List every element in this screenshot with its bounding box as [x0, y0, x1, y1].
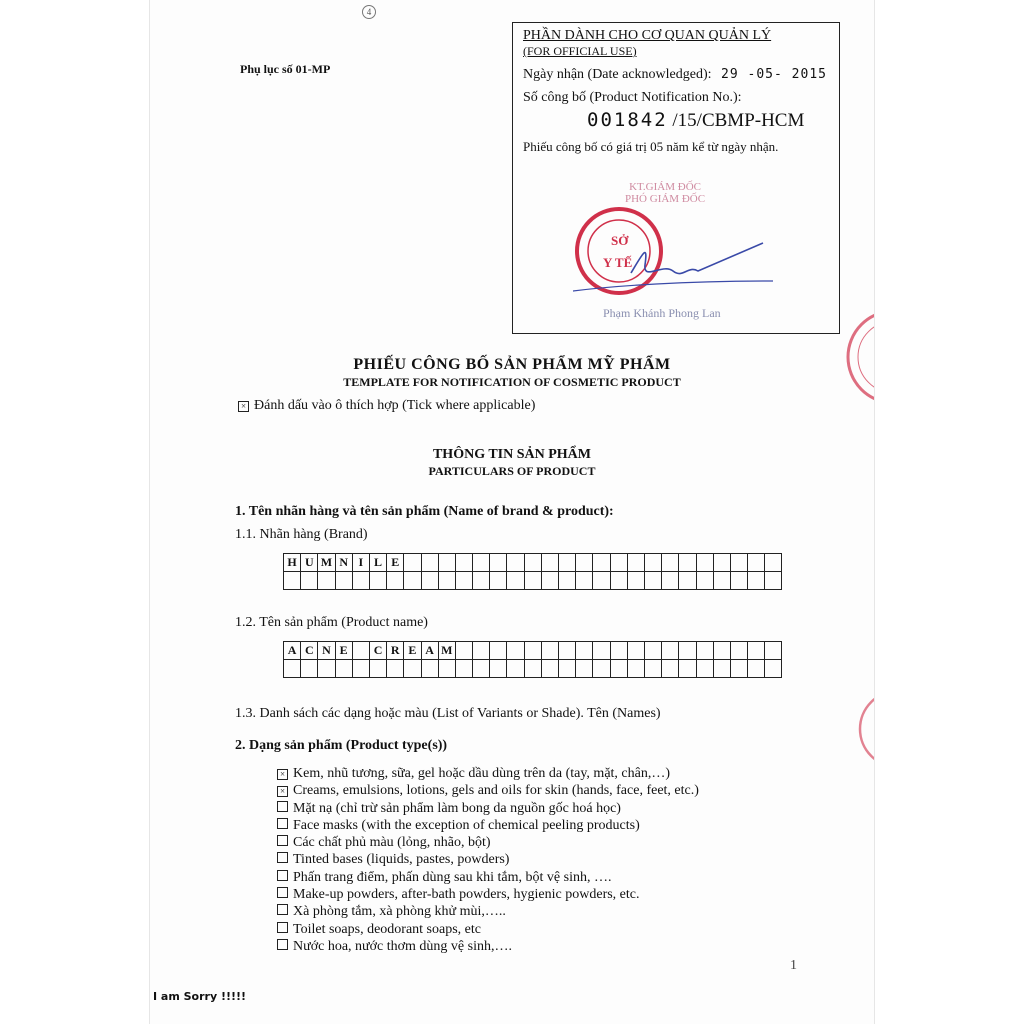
official-use-box	[512, 22, 840, 334]
grid-cell[interactable]	[593, 642, 610, 660]
grid-cell[interactable]	[730, 554, 747, 572]
grid-cell[interactable]	[679, 642, 696, 660]
grid-cell[interactable]	[644, 660, 661, 678]
grid-cell[interactable]	[679, 660, 696, 678]
document-page	[150, 0, 874, 1024]
grid-cell[interactable]	[490, 660, 507, 678]
signatory-title-line1: KT.GIÁM ĐỐC	[629, 181, 701, 193]
grid-cell[interactable]	[404, 660, 421, 678]
checkbox[interactable]	[277, 870, 288, 881]
grid-cell[interactable]	[284, 660, 301, 678]
checkbox[interactable]	[277, 904, 288, 915]
grid-cell[interactable]: U	[301, 554, 318, 572]
grid-cell[interactable]	[662, 660, 679, 678]
product-type-option	[277, 851, 699, 868]
grid-cell[interactable]	[541, 660, 558, 678]
grid-cell[interactable]	[644, 554, 661, 572]
grid-cell[interactable]	[576, 642, 593, 660]
product-type-label: Tinted bases (liquids, pastes, powders)	[293, 852, 510, 868]
grid-cell[interactable]	[369, 660, 386, 678]
product-type-option	[277, 765, 699, 782]
checked-box-icon: ×	[238, 401, 249, 412]
grid-cell[interactable]	[387, 660, 404, 678]
caption-text: I am Sorry !!!!!	[153, 990, 247, 1003]
grid-cell[interactable]	[490, 642, 507, 660]
grid-cell[interactable]	[679, 554, 696, 572]
date-acknowledged-row	[523, 67, 827, 83]
product-type-option	[277, 817, 699, 834]
product-name-label: 1.2. Tên sản phẩm (Product name)	[235, 615, 428, 630]
grid-cell[interactable]	[284, 572, 301, 590]
product-type-option	[277, 886, 699, 903]
page-number: 1	[790, 958, 797, 973]
grid-cell[interactable]	[490, 572, 507, 590]
grid-cell[interactable]	[524, 572, 541, 590]
grid-cell[interactable]	[644, 572, 661, 590]
product-type-label: Make-up powders, after-bath powders, hygienic powders, etc.	[293, 887, 640, 903]
grid-cell[interactable]	[696, 642, 713, 660]
official-use-subtitle: (FOR OFFICIAL USE)	[523, 44, 637, 58]
product-type-option	[277, 921, 699, 938]
grid-cell[interactable]	[490, 554, 507, 572]
grid-cell[interactable]	[696, 554, 713, 572]
grid-cell[interactable]	[335, 572, 352, 590]
grid-cell[interactable]	[404, 554, 421, 572]
grid-cell[interactable]	[473, 554, 490, 572]
form-title: PHIẾU CÔNG BỐ SẢN PHẨM MỸ PHẨM	[353, 356, 671, 373]
grid-cell[interactable]	[696, 572, 713, 590]
grid-cell[interactable]: M	[438, 642, 455, 660]
grid-cell[interactable]	[610, 642, 627, 660]
grid-cell[interactable]	[455, 572, 472, 590]
checkbox[interactable]	[277, 818, 288, 829]
product-type-label: Face masks (with the exception of chemical peeling products)	[293, 817, 640, 833]
product-type-option	[277, 903, 699, 920]
section-title: THÔNG TIN SẢN PHẨM	[432, 447, 592, 462]
grid-cell[interactable]	[524, 554, 541, 572]
grid-cell[interactable]	[662, 642, 679, 660]
grid-cell[interactable]	[335, 660, 352, 678]
grid-cell[interactable]: A	[284, 642, 301, 660]
grid-cell[interactable]	[679, 572, 696, 590]
grid-cell[interactable]: C	[369, 642, 386, 660]
question-1-heading: 1. Tên nhãn hàng và tên sản phẩm (Name of brand & product):	[235, 504, 614, 519]
product-type-label: Creams, emulsions, lotions, gels and oils for skin (hands, face, feet, etc.)	[293, 783, 699, 799]
grid-cell[interactable]	[318, 572, 335, 590]
product-type-label: Kem, nhũ tương, sữa, gel hoặc dầu dùng trên da (tay, mặt, chân,…)	[293, 766, 671, 781]
grid-cell[interactable]	[352, 642, 369, 660]
product-type-option	[277, 869, 699, 886]
product-type-label: Mặt nạ (chỉ trừ sản phẩm làm bong da nguồn gốc hoá học)	[293, 800, 621, 816]
grid-cell[interactable]	[576, 554, 593, 572]
product-type-list	[277, 765, 699, 955]
grid-cell[interactable]	[730, 572, 747, 590]
grid-cell[interactable]	[593, 554, 610, 572]
product-name-grid[interactable]	[283, 641, 782, 678]
grid-cell[interactable]	[524, 660, 541, 678]
validity-note: Phiếu công bố có giá trị 05 năm kể từ ngày nhận.	[523, 139, 779, 154]
grid-cell[interactable]	[627, 642, 644, 660]
product-type-option	[277, 782, 699, 799]
grid-cell[interactable]	[318, 660, 335, 678]
date-acknowledged-label: Ngày nhận (Date acknowledged):	[523, 67, 712, 82]
grid-cell[interactable]	[644, 642, 661, 660]
checked-box-icon[interactable]: ×	[277, 786, 288, 797]
grid-cell[interactable]: E	[404, 642, 421, 660]
grid-cell[interactable]	[627, 554, 644, 572]
date-acknowledged-value: 29 -05- 2015	[721, 67, 827, 82]
grid-cell[interactable]: E	[335, 642, 352, 660]
notification-label: Số công bố (Product Notification No.):	[523, 90, 742, 105]
grid-cell[interactable]	[369, 572, 386, 590]
grid-cell[interactable]	[507, 660, 524, 678]
grid-cell[interactable]	[765, 554, 782, 572]
official-use-title: PHẦN DÀNH CHO CƠ QUAN QUẢN LÝ	[523, 28, 772, 43]
side-stamp-icon-2	[854, 685, 874, 775]
grid-cell[interactable]	[404, 572, 421, 590]
grid-cell[interactable]	[627, 572, 644, 590]
grid-cell[interactable]	[438, 554, 455, 572]
grid-cell[interactable]	[610, 554, 627, 572]
grid-cell[interactable]	[662, 554, 679, 572]
notification-suffix: /15/CBMP-HCM	[667, 110, 805, 131]
product-type-label: Xà phòng tắm, xà phòng khử mùi,…..	[293, 904, 506, 920]
grid-cell[interactable]	[438, 660, 455, 678]
grid-cell[interactable]	[627, 660, 644, 678]
grid-cell[interactable]: I	[352, 554, 369, 572]
grid-cell[interactable]: A	[421, 642, 438, 660]
grid-cell[interactable]	[713, 554, 730, 572]
product-type-option	[277, 800, 699, 817]
grid-cell[interactable]	[765, 572, 782, 590]
grid-cell[interactable]	[473, 642, 490, 660]
product-type-label: Các chất phủ màu (lỏng, nhão, bột)	[293, 835, 491, 851]
notification-number-row	[587, 109, 804, 132]
grid-cell[interactable]: R	[387, 642, 404, 660]
grid-cell[interactable]	[748, 642, 765, 660]
grid-cell[interactable]	[352, 660, 369, 678]
grid-cell[interactable]: L	[369, 554, 386, 572]
notification-number: 001842	[587, 109, 668, 131]
checkbox[interactable]	[277, 887, 288, 898]
grid-cell[interactable]	[421, 572, 438, 590]
official-stamp-icon	[573, 193, 783, 313]
grid-cell[interactable]	[455, 642, 472, 660]
appendix-label: Phụ lục số 01-MP	[240, 62, 331, 76]
grid-cell[interactable]	[559, 554, 576, 572]
svg-text:Y TẾ: Y TẾ	[603, 255, 633, 270]
grid-cell[interactable]	[662, 572, 679, 590]
checked-box-icon[interactable]: ×	[277, 769, 288, 780]
grid-cell[interactable]	[748, 572, 765, 590]
grid-cell[interactable]	[559, 642, 576, 660]
tick-instruction-text: Đánh dấu vào ô thích hợp (Tick where applicable)	[254, 398, 536, 413]
question-2-heading: 2. Dạng sản phẩm (Product type(s))	[235, 738, 448, 753]
grid-cell[interactable]	[593, 660, 610, 678]
grid-cell[interactable]	[593, 572, 610, 590]
grid-cell[interactable]	[576, 572, 593, 590]
checkbox[interactable]	[277, 852, 288, 863]
brand-label: 1.1. Nhãn hàng (Brand)	[235, 527, 368, 542]
grid-cell[interactable]	[301, 660, 318, 678]
grid-cell[interactable]	[748, 554, 765, 572]
grid-cell[interactable]	[696, 660, 713, 678]
grid-cell[interactable]	[730, 642, 747, 660]
section-subtitle: PARTICULARS OF PRODUCT	[428, 464, 596, 478]
grid-cell[interactable]	[541, 554, 558, 572]
grid-cell[interactable]	[455, 660, 472, 678]
grid-cell[interactable]: N	[335, 554, 352, 572]
grid-cell[interactable]: C	[301, 642, 318, 660]
product-type-option	[277, 938, 699, 955]
grid-cell[interactable]	[421, 554, 438, 572]
grid-cell[interactable]: N	[318, 642, 335, 660]
brand-grid[interactable]	[283, 553, 782, 590]
grid-cell[interactable]	[765, 660, 782, 678]
grid-cell[interactable]	[713, 642, 730, 660]
product-type-label: Nước hoa, nước thơm dùng vệ sinh,….	[293, 938, 512, 954]
grid-cell[interactable]	[765, 642, 782, 660]
grid-cell[interactable]	[713, 572, 730, 590]
grid-cell[interactable]	[438, 572, 455, 590]
checkbox[interactable]	[277, 939, 288, 950]
grid-cell[interactable]	[559, 660, 576, 678]
signer-name: Phạm Khánh Phong Lan	[603, 306, 721, 320]
checkbox[interactable]	[277, 835, 288, 846]
form-subtitle: TEMPLATE FOR NOTIFICATION OF COSMETIC PRODUCT	[343, 375, 681, 389]
grid-cell[interactable]	[473, 660, 490, 678]
grid-cell[interactable]	[507, 572, 524, 590]
grid-cell[interactable]	[730, 660, 747, 678]
grid-cell[interactable]	[541, 642, 558, 660]
grid-cell[interactable]	[352, 572, 369, 590]
product-type-label: Phấn trang điểm, phấn dùng sau khi tắm, bột vệ sinh, ….	[293, 869, 612, 885]
signatory-title-line2: PHÓ GIÁM ĐỐC	[625, 193, 706, 205]
svg-text:SỞ: SỞ	[611, 233, 629, 248]
grid-cell[interactable]	[421, 660, 438, 678]
page-mark: 4	[362, 5, 376, 19]
grid-cell[interactable]	[559, 572, 576, 590]
grid-cell[interactable]	[713, 660, 730, 678]
grid-cell[interactable]: M	[318, 554, 335, 572]
grid-cell[interactable]	[610, 572, 627, 590]
grid-cell[interactable]	[507, 642, 524, 660]
grid-cell[interactable]	[455, 554, 472, 572]
grid-cell[interactable]	[541, 572, 558, 590]
grid-cell[interactable]	[524, 642, 541, 660]
grid-cell[interactable]	[301, 572, 318, 590]
grid-cell[interactable]	[748, 660, 765, 678]
grid-cell[interactable]: E	[387, 554, 404, 572]
tick-instruction	[238, 398, 535, 414]
grid-cell[interactable]	[507, 554, 524, 572]
grid-cell[interactable]	[576, 660, 593, 678]
grid-cell[interactable]	[473, 572, 490, 590]
product-type-label: Toilet soaps, deodorant soaps, etc	[293, 921, 481, 937]
grid-cell[interactable]: H	[284, 554, 301, 572]
grid-cell[interactable]	[610, 660, 627, 678]
grid-cell[interactable]	[387, 572, 404, 590]
checkbox[interactable]	[277, 922, 288, 933]
product-type-option	[277, 834, 699, 851]
checkbox[interactable]	[277, 801, 288, 812]
variants-label: 1.3. Danh sách các dạng hoặc màu (List of Variants or Shade). Tên (Names)	[235, 706, 661, 721]
